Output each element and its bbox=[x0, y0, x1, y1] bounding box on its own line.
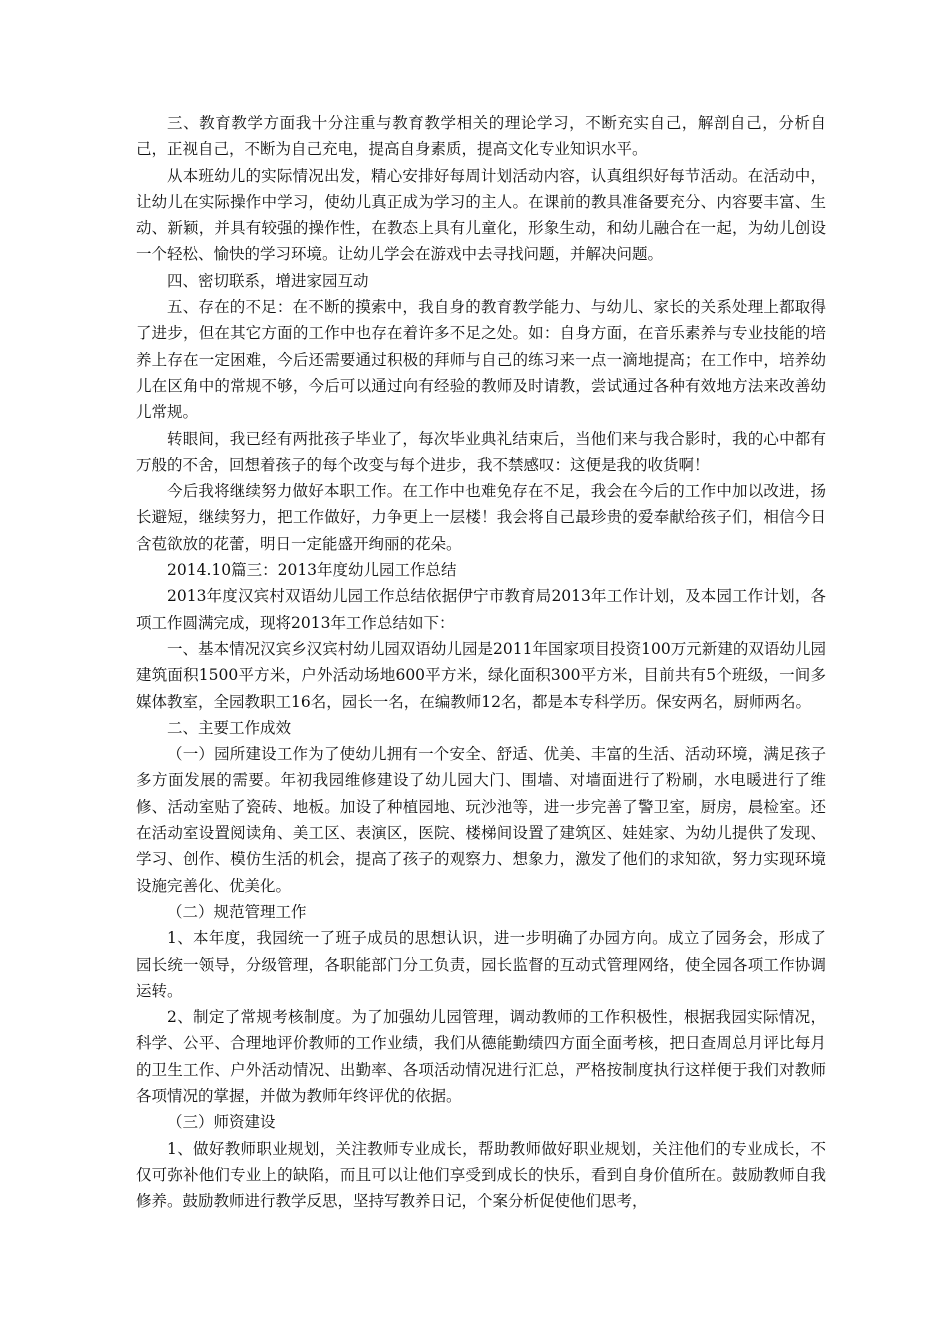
paragraph-13: 1、本年度，我园统一了班子成员的思想认识，进一步明确了办园方向。成立了园务会，形成了园长统一领导，分级管理，各职能部门分工负责，园长监督的互动式管理网络，使全园各项工作协调运转。 bbox=[136, 929, 826, 1000]
paragraph-11: （一）园所建设工作为了使幼儿拥有一个安全、舒适、优美、丰富的生活、活动环境，满足孩子多方面发展的需要。年初我园维修建设了幼儿园大门、围墙、对墙面进行了粉刷，水电暖进行了维修、活动室贴了瓷砖、地板。加设了种植园地、玩沙池等，进一步完善了警卫室，厨房，晨检室。还在活动室设置阅读角、美工区、表演区，医院、楼梯间设置了建筑区、娃娃家、为幼儿提供了发现、学习、创作、模仿生活的机会，提高了孩子的观察力、想象力，激发了他们的求知欲，努力实现环境设施完善化、优美化。 bbox=[136, 745, 826, 895]
paragraph-16: 1、做好教师职业规划，关注教师专业成长，帮助教师做好职业规划，关注他们的专业成长，不仅可弥补他们专业上的缺陷，而且可以让他们享受到成长的快乐，看到自身价值所在。鼓励教师自我修养。鼓励教师进行教学反思，坚持写教养日记，个案分析促使他们思考， bbox=[136, 1139, 826, 1211]
paragraph-8: 2013年度汉宾村双语幼儿园工作总结依据伊宁市教育局2013年工作计划，及本园工作计划，各项工作圆满完成，现将2013年工作总结如下： bbox=[136, 587, 826, 632]
paragraph-6: 今后我将继续努力做好本职工作。在工作中也难免存在不足，我会在今后的工作中加以改进，扬长避短，继续努力，把工作做好，力争更上一层楼！我会将自己最珍贵的爱奉献给孩子们，相信今日含苞欲放的花蕾，明日一定能盛开绚丽的花朵。 bbox=[136, 482, 826, 553]
paragraph-7: 2014.10篇三：2013年度幼儿园工作总结 bbox=[167, 561, 457, 580]
paragraph-5: 转眼间，我已经有两批孩子毕业了，每次毕业典礼结束后，当他们来与我合影时，我的心中都有万般的不舍，回想着孩子的每个改变与每个进步，我不禁感叹：这便是我的收货啊！ bbox=[136, 429, 826, 474]
paragraph-15: （三）师资建设 bbox=[167, 1113, 276, 1132]
paragraph-3: 四、密切联系，增进家园互动 bbox=[167, 271, 369, 290]
paragraph-9: 一、基本情况汉宾乡汉宾村幼儿园双语幼儿园是2011年国家项目投资100万元新建的双语幼儿园建筑面积1500平方米，户外活动场地600平方米，绿化面积300平方米，目前共有5个班级，一间多媒体教室，全园教职工16名，园长一名，在编教师12名，都是本专科学历。保安两名，厨师两名。 bbox=[136, 639, 826, 711]
paragraph-4: 五、存在的不足：在不断的摸索中，我自身的教育教学能力、与幼儿、家长的关系处理上都取得了进步，但在其它方面的工作中也存在着许多不足之处。如：自身方面，在音乐素养与专业技能的培养上存在一定困难，今后还需要通过积极的拜师与自己的练习来一点一滴地提高；在工作中，培养幼儿在区角中的常规不够，今后可以通过向有经验的教师及时请教，尝试通过各种有效地方法来改善幼儿常规。 bbox=[136, 298, 826, 422]
document-body bbox=[136, 110, 826, 1214]
paragraph-1: 三、教育教学方面我十分注重与教育教学相关的理论学习，不断充实自己，解剖自己，分析自己，正视自己，不断为自己充电，提高自身素质，提高文化专业知识水平。 bbox=[136, 114, 826, 159]
paragraph-12: （二）规范管理工作 bbox=[167, 902, 307, 921]
paragraph-10: 二、主要工作成效 bbox=[167, 718, 292, 737]
paragraph-2: 从本班幼儿的实际情况出发，精心安排好每周计划活动内容，认真组织好每节活动。在活动中，让幼儿在实际操作中学习，使幼儿真正成为学习的主人。在课前的教具准备要充分、内容要丰富、生动、新颖，并具有较强的操作性，在教态上具有儿童化，形象生动，和幼儿融合在一起，为幼儿创设一个轻松、愉快的学习环境。让幼儿学会在游戏中去寻找问题，并解决问题。 bbox=[136, 166, 826, 264]
paragraph-14: 2、制定了常规考核制度。为了加强幼儿园管理，调动教师的工作积极性，根据我园实际情况，科学、公平、合理地评价教师的工作业绩，我们从德能勤绩四方面全面考核，把日查周总月评比每月的卫生工作、户外活动情况、出勤率、各项活动情况进行汇总，严格按制度执行这样便于我们对教师各项情况的掌握，并做为教师年终评优的依据。 bbox=[136, 1008, 826, 1105]
